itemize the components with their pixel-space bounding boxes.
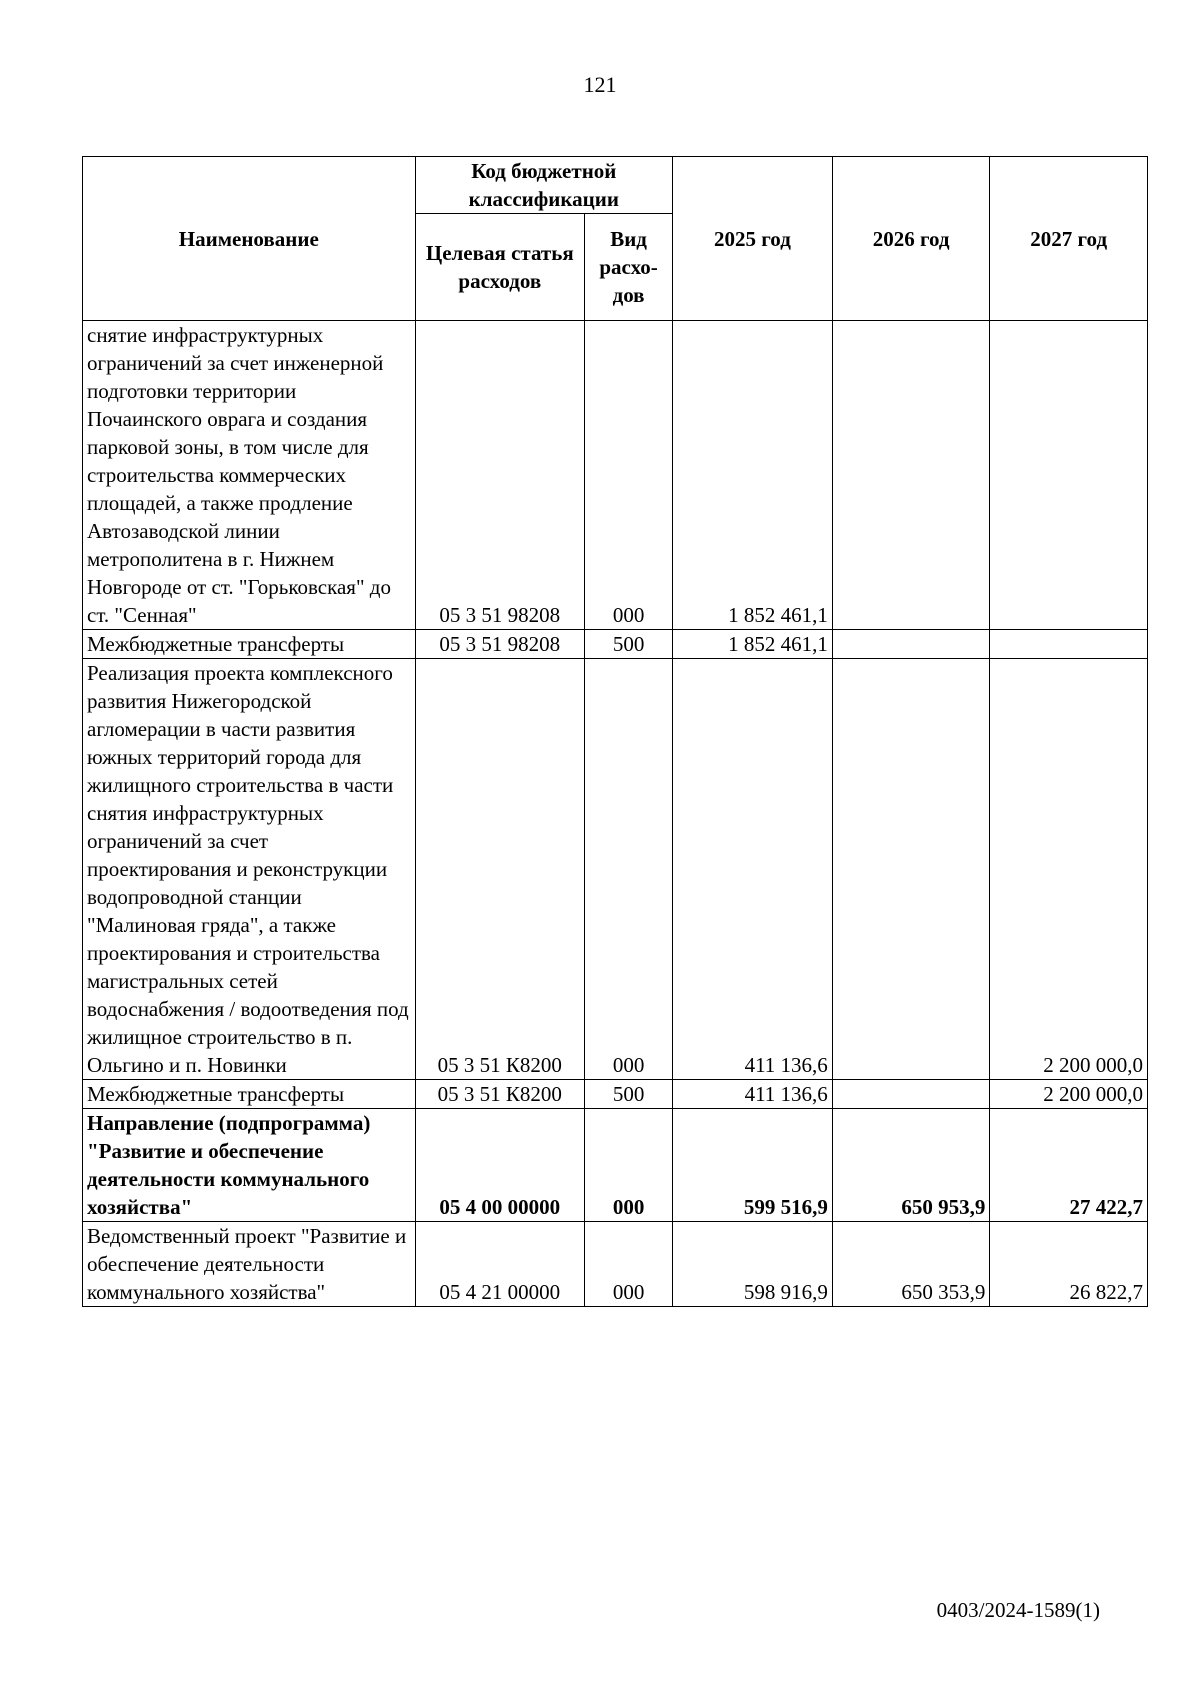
cell-year-2026 [832,1080,990,1109]
header-classification-group: Код бюджетной классификации [415,157,673,214]
page-number: 121 [583,72,617,97]
cell-year-2026 [832,659,990,1080]
cell-year-2026 [832,321,990,630]
cell-year-2025: 598 916,9 [673,1222,833,1307]
cell-year-2025: 1 852 461,1 [673,630,833,659]
table-row [83,659,1148,1080]
table-row [83,321,1148,630]
cell-year-2025: 599 516,9 [673,1109,833,1222]
cell-expense-type: 000 [585,1222,673,1307]
cell-year-2027: 2 200 000,0 [990,659,1148,1080]
cell-year-2026 [832,630,990,659]
cell-year-2025: 411 136,6 [673,659,833,1080]
cell-expense-type: 000 [585,321,673,630]
cell-year-2027: 27 422,7 [990,1109,1148,1222]
cell-year-2027 [990,630,1148,659]
header-row [83,157,1148,214]
header-year-2025: 2025 год [673,157,833,321]
cell-year-2025: 411 136,6 [673,1080,833,1109]
header-name: Наименование [83,157,416,321]
cell-expense-type: 000 [585,1109,673,1222]
cell-target-article: 05 4 21 00000 [415,1222,585,1307]
table-row [83,1222,1148,1307]
cell-name: Направление (подпрограмма) "Развитие и обеспечение деятельности коммунального хозяйства" [83,1109,416,1222]
budget-table [82,156,1148,1307]
cell-year-2026: 650 953,9 [832,1109,990,1222]
cell-target-article: 05 4 00 00000 [415,1109,585,1222]
table-body [83,321,1148,1307]
cell-target-article: 05 3 51 98208 [415,321,585,630]
cell-target-article: 05 3 51 К8200 [415,1080,585,1109]
cell-year-2026: 650 353,9 [832,1222,990,1307]
header-expense-type: Вид расхо-дов [585,214,673,321]
cell-target-article: 05 3 51 98208 [415,630,585,659]
header-target-article: Целевая статья расходов [415,214,585,321]
cell-expense-type: 000 [585,659,673,1080]
cell-name: Межбюджетные трансферты [83,630,416,659]
cell-name: Межбюджетные трансферты [83,1080,416,1109]
table-row [83,1109,1148,1222]
cell-target-article: 05 3 51 К8200 [415,659,585,1080]
cell-expense-type: 500 [585,630,673,659]
cell-year-2027: 26 822,7 [990,1222,1148,1307]
table-row [83,630,1148,659]
cell-expense-type: 500 [585,1080,673,1109]
cell-year-2027: 2 200 000,0 [990,1080,1148,1109]
cell-year-2025: 1 852 461,1 [673,321,833,630]
header-year-2026: 2026 год [832,157,990,321]
header-year-2027: 2027 год [990,157,1148,321]
cell-name: Реализация проекта комплексного развития Нижегородской агломерации в части развития южных территорий города для жилищного строительства в части снятия инфраструктурных ограничений за счет проектирования и реконструкции водопроводной станции "Малиновая гряда", а также проектирования и строительства магистральных сетей водоснабжения / водоотведения под жилищное строительство в п. Ольгино и п. Новинки [83,659,416,1080]
cell-name: Ведомственный проект "Развитие и обеспечение деятельности коммунального хозяйства" [83,1222,416,1307]
table-row [83,1080,1148,1109]
cell-name: снятие инфраструктурных ограничений за счет инженерной подготовки территории Почаинского оврага и создания парковой зоны, в том числе для строительства коммерческих площадей, а также продление Автозаводской линии метрополитена в г. Нижнем Новгороде от ст. "Горьковская" до ст. "Сенная" [83,321,416,630]
document-code: 0403/2024-1589(1) [936,1598,1100,1622]
cell-year-2027 [990,321,1148,630]
